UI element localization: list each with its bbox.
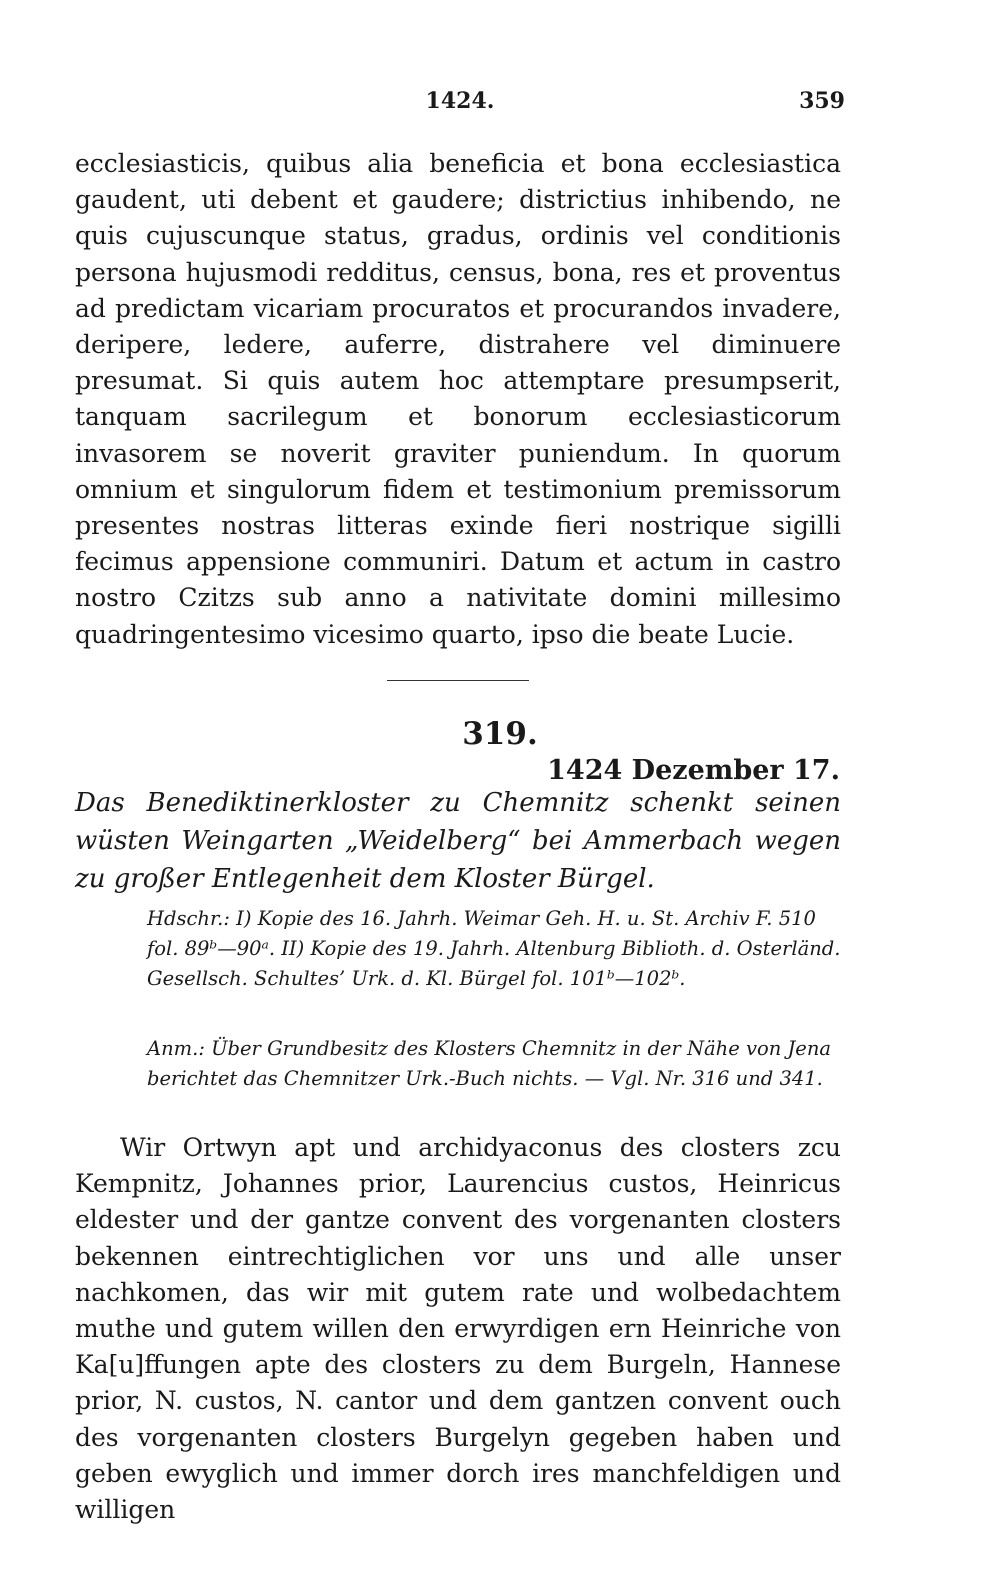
manuscript-sources-note: Hdschr.: I) Kopie des 16. Jahrh. Weimar Geh. H. u. St. Archiv F. 510 fol. 89ᵇ—90ᵃ. II) Kopie des 19. Jahrh. Altenburg Biblioth. d. Osterländ. Gesellsch. Schultes’ Urk. d. Kl. Bürgel fol. 101ᵇ—102ᵇ. <box>147 907 841 990</box>
running-head <box>75 88 845 118</box>
annotation-note: Anm.: Über Grundbesitz des Klosters Chemnitz in der Nähe von Jena berichtet das Chemnitzer Urk.-Buch nichts. — Vgl. Nr. 316 und 341. <box>147 1037 832 1090</box>
section-divider <box>387 680 529 681</box>
charter-text-paragraph: Wir Ortwyn apt und archidyaconus des closters zcu Kempnitz, Johannes prior, Laurencius custos, Heinricus eldester und der gantze convent des vorgenanten closters bekennen eintrechtiglichen vor uns und alle unser nachkomen, das wir mit gutem rate und wolbedachtem muthe und gutem willen den erwyrdigen ern Heinriche von Ka[u]ffungen apte des closters zu dem Burgeln, Hannese prior, N. custos, N. cantor und dem gantzen convent ouch des vorgenanten closters Burgelyn gegeben haben und geben ewyglich und immer dorch ires manchfeldigen und willigen <box>75 1133 841 1525</box>
document-date: 1424 Dezember 17. <box>547 755 840 786</box>
running-head-year: 1424. <box>425 88 495 114</box>
document-number: 319. <box>462 716 538 752</box>
charter-text <box>75 1130 841 1528</box>
continued-charter-text: ecclesiasticis, quibus alia beneficia et bona ecclesiastica gaudent, uti debent et gaudere; districtius inhibendo, ne quis cujuscunque status, gradus, ordinis vel conditionis persona hujusmodi redditus, census, bona, res et proventus ad predictam vicariam procuratos et procurandos invadere, deripere, ledere, auferre, distrahere vel diminuere presumat. Si quis autem hoc attemptare presumpserit, tanquam sacrilegum et bonorum ecclesiasticorum invasorem se noverit graviter puniendum. In quorum omnium et singulorum fidem et testimonium premissorum presentes nostras litteras exinde fieri nostrique sigilli fecimus appensione communiri. Datum et actum in castro nostro Czitzs sub anno a nativitate domini millesimo quadringentesimo vicesimo quarto, ipso die beate Lucie. <box>75 149 841 649</box>
page-number: 359 <box>799 88 845 114</box>
document-regest: Das Benediktinerkloster zu Chemnitz schenkt seinen wüsten Weingarten „Weidelberg“ bei Ammerbach wegen zu großer Entlegenheit dem Kloster Bürgel. <box>75 788 841 894</box>
